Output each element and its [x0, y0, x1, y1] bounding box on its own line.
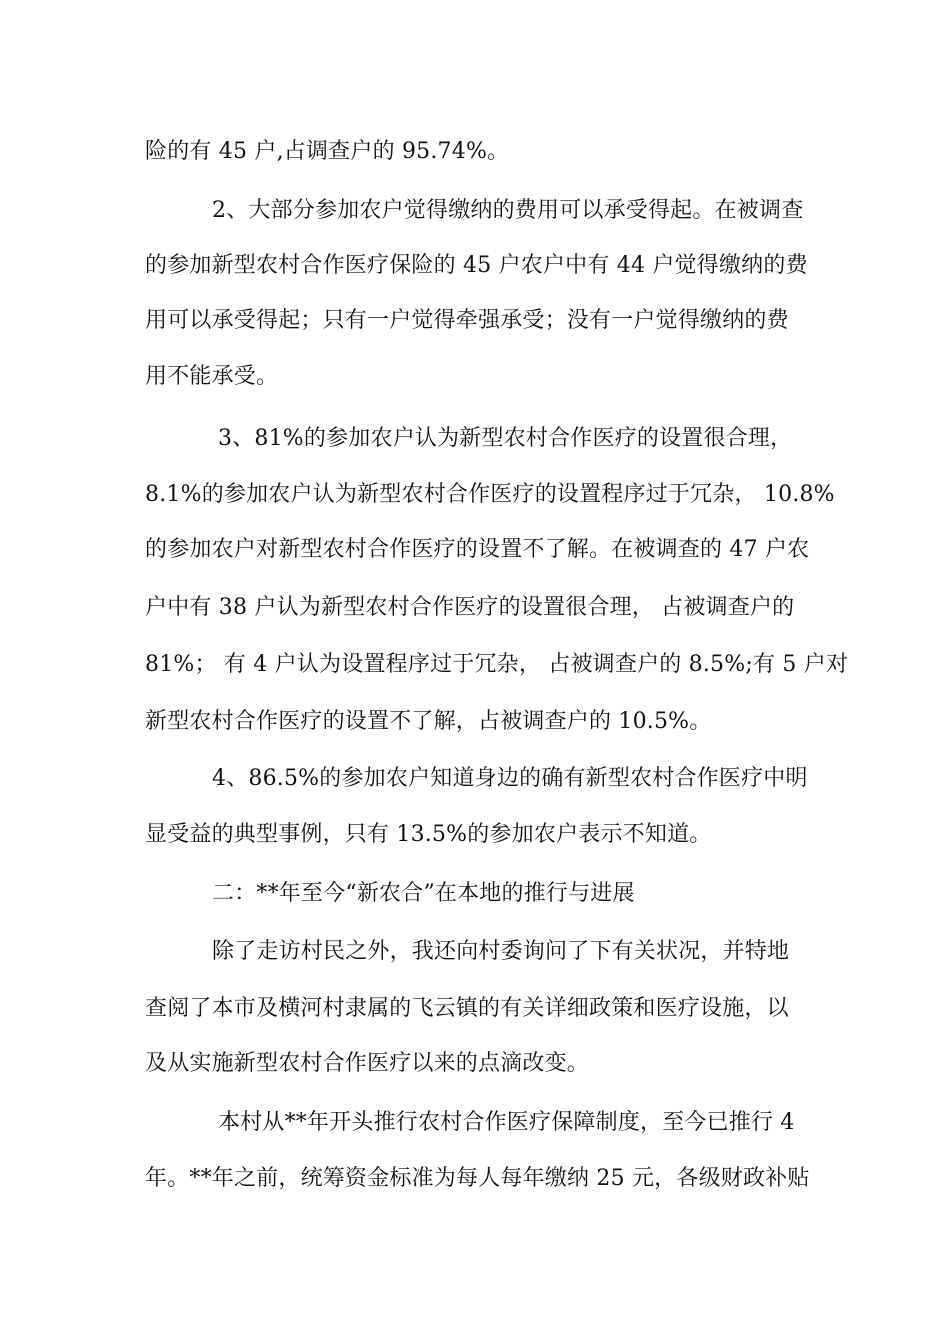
text-line: 8.1%的参加农户认为新型农村合作医疗的设置程序过于冗杂， 10.8% — [145, 482, 835, 507]
text-line: 及从实施新型农村合作医疗以来的点滴改变。 — [145, 1051, 590, 1076]
text-line: 查阅了本市及横河村隶属的飞云镇的有关详细政策和医疗设施，以 — [145, 996, 789, 1021]
text-line: 3、81%的参加农户认为新型农村合作医疗的设置很合理， — [218, 426, 793, 451]
section-heading: 二：**年至今“新农合”在本地的推行与进展 — [212, 881, 635, 906]
text-line: 2、大部分参加农户觉得缴纳的费用可以承受得起。在被调查 — [212, 198, 804, 223]
text-line: 新型农村合作医疗的设置不了解，占被调查户的 10.5%。 — [145, 709, 712, 734]
text-line: 81%； 有 4 户认为设置程序过于冗杂， 占被调查户的 8.5%;有 5 户对 — [145, 652, 849, 677]
text-line: 险的有 45 户,占调查户的 95.74%。 — [145, 139, 510, 164]
text-line: 本村从**年开头推行农村合作医疗保障制度，至今已推行 4 — [218, 1110, 795, 1135]
text-line: 用不能承受。 — [145, 364, 279, 389]
text-line: 4、86.5%的参加农户知道身边的确有新型农村合作医疗中明 — [212, 766, 808, 791]
text-line: 年。**年之前，统筹资金标准为每人每年缴纳 25 元，各级财政补贴 — [145, 1166, 810, 1191]
text-line: 用可以承受得起；只有一户觉得牵强承受；没有一户觉得缴纳的费 — [145, 308, 789, 333]
text-line: 除了走访村民之外，我还向村委询问了下有关状况，并特地 — [212, 939, 790, 964]
text-line: 的参加农户对新型农村合作医疗的设置不了解。在被调查的 47 户农 — [145, 537, 810, 562]
text-line: 户中有 38 户认为新型农村合作医疗的设置很合理， 占被调查户的 — [145, 595, 795, 620]
text-line: 显受益的典型事例，只有 13.5%的参加农户表示不知道。 — [145, 822, 712, 847]
text-line: 的参加新型农村合作医疗保险的 45 户农户中有 44 户觉得缴纳的费 — [145, 253, 808, 278]
